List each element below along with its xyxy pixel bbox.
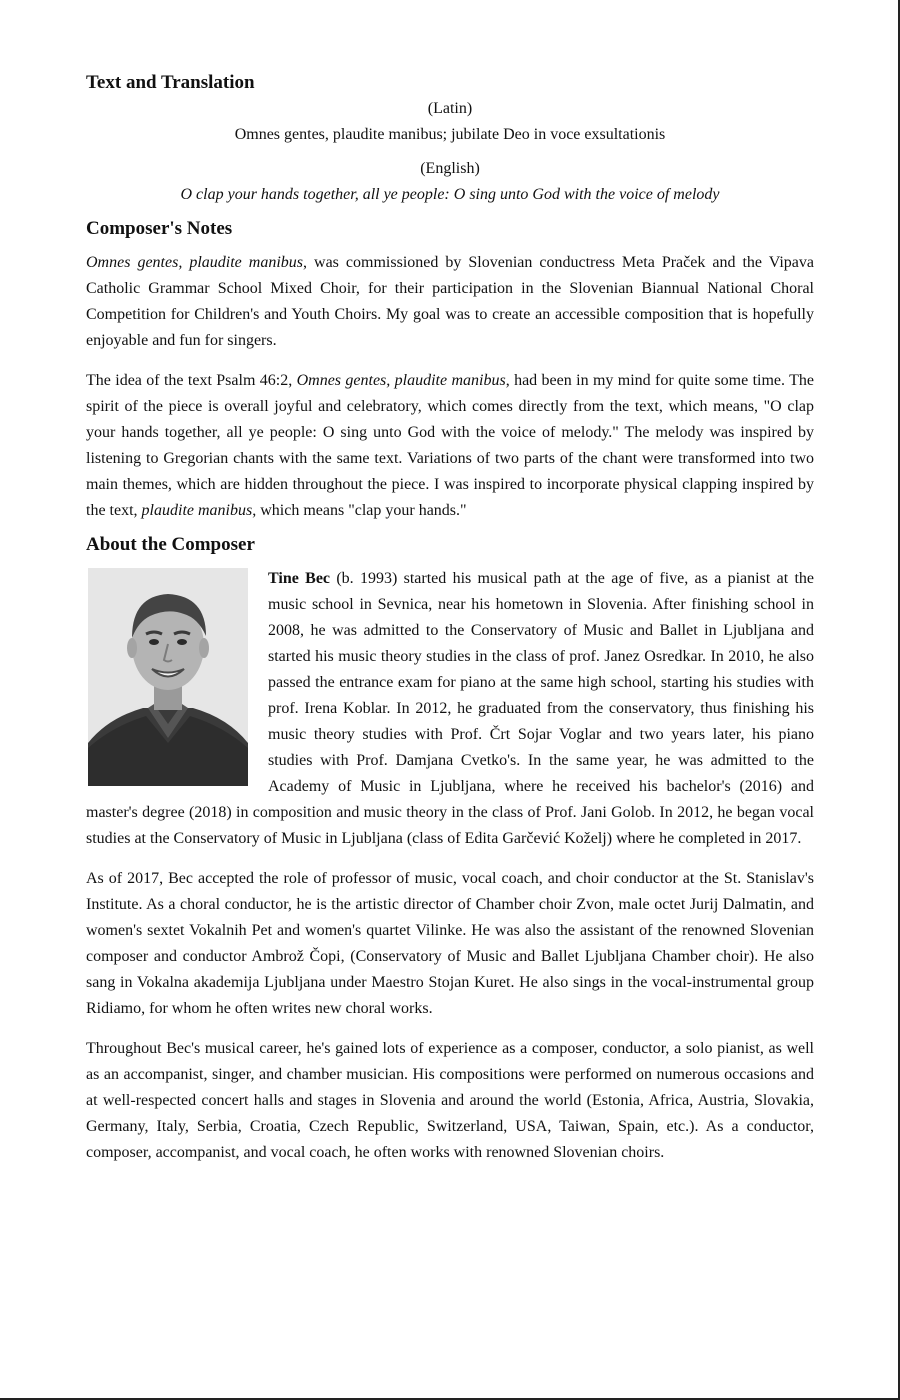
notes-paragraph-2 — [86, 368, 814, 524]
composer-portrait-image — [88, 568, 248, 786]
about-composer-heading: About the Composer — [86, 534, 255, 555]
english-label: (English) — [420, 160, 480, 177]
notes-p1-text: , was commissioned by Slovenian conductress Meta Praček and the Vipava Catholic Grammar School Mixed Choir, for their participation in the Slovenian Biannual National Choral Competition for Children's and Youth Choirs. My goal was to create an accessible composition that is hopefully enjoyable and fun for singers. — [86, 254, 814, 349]
composer-name: Tine Bec — [268, 570, 331, 587]
notes-paragraph-1 — [86, 250, 814, 354]
plaudite-manibus-phrase: plaudite manibus — [141, 502, 253, 519]
notes-p2-start: The idea of the text Psalm 46:2, — [86, 372, 297, 389]
bio-p1-text: (b. 1993) started his musical path at the age of five, as a pianist at the music school in Sevnica, near his hometown in Slovenia. After finishing school in 2008, he was admitted to the Conservatory of Music and Ballet in Ljubljana and started his music theory studies in the class of prof. Janez Osredkar. In 2010, he also passed the entrance exam for piano at the same high school, starting his studies with prof. Irena Koblar. In 2012, he graduated from the conservatory, thus finishing his music theory studies with Prof. Črt Sojar Voglar and two years later, his piano studies with Prof. Damjana Cvetko's. In the same year, he was admitted to the Academy of Music in Ljubljana, where he received his bachelor's (2016) and master's degree (2018) in composition and music theory in the class of Prof. Jani Golob. In 2012, he began vocal studies at the Conservatory of Music in Ljubljana (class of Edita Garčević Koželj) where he completed in 2017. — [86, 570, 814, 847]
text-translation-heading: Text and Translation — [86, 72, 255, 93]
notes-p2-end: , which means "clap your hands." — [252, 502, 467, 519]
latin-label: (Latin) — [427, 100, 473, 117]
latin-text: Omnes gentes, plaudite manibus; jubilate Deo in voce exsultationis — [234, 126, 666, 143]
bio-paragraph-3: Throughout Bec's musical career, he's gained lots of experience as a composer, conductor, a solo pianist, as well as an accompanist, singer, and chamber musician. His compositions were performed on numerous occasions and at well-respected concert halls and stages in Slovenia and around the world (Estonia, Africa, Austria, Slovakia, Germany, Italy, Serbia, Croatia, Czech Republic, Switzerland, USA, Taiwan, Spain, etc.). As a conductor, composer, accompanist, and vocal coach, he often works with renowned Slovenian choirs. — [86, 1040, 814, 1161]
piece-title: Omnes gentes, plaudite manibus — [86, 254, 304, 271]
composers-notes-heading: Composer's Notes — [86, 218, 233, 239]
notes-p2-middle: , had been in my mind for quite some time. The spirit of the piece is overall joyful and celebratory, which comes directly from the text, which means, "O clap your hands together, all ye people: O sing unto God with the voice of melody." The melody was inspired by listening to Gregorian chants with the same text. Variations of two parts of the chant were transformed into two main themes, which are hidden throughout the piece. I was inspired to incorporate physical clapping inspired by the text, — [86, 372, 815, 519]
piece-title-2: Omnes gentes, plaudite manibus — [296, 372, 506, 389]
bio-paragraph-2: As of 2017, Bec accepted the role of professor of music, vocal coach, and choir conductor at the St. Stanislav's Institute. As a choral conductor, he is the artistic director of Chamber choir Zvon, male octet Jurij Dalmatin, and women's sextet Vokalnih Pet and women's quartet Vilinke. He was also the assistant of the renowned Slovenian composer and conductor Ambrož Čopi, (Conservatory of Music and Ballet Ljubljana Chamber choir). He also sang in Vokalna akademija Ljubljana under Maestro Stojan Kuret. He also sings in the vocal-instrumental group Ridiamo, for whom he often writes new choral works. — [86, 870, 814, 1017]
english-text: O clap your hands together, all ye people: O sing unto God with the voice of melody — [180, 186, 720, 203]
document-body — [86, 70, 814, 1166]
composer-photo — [88, 568, 248, 786]
